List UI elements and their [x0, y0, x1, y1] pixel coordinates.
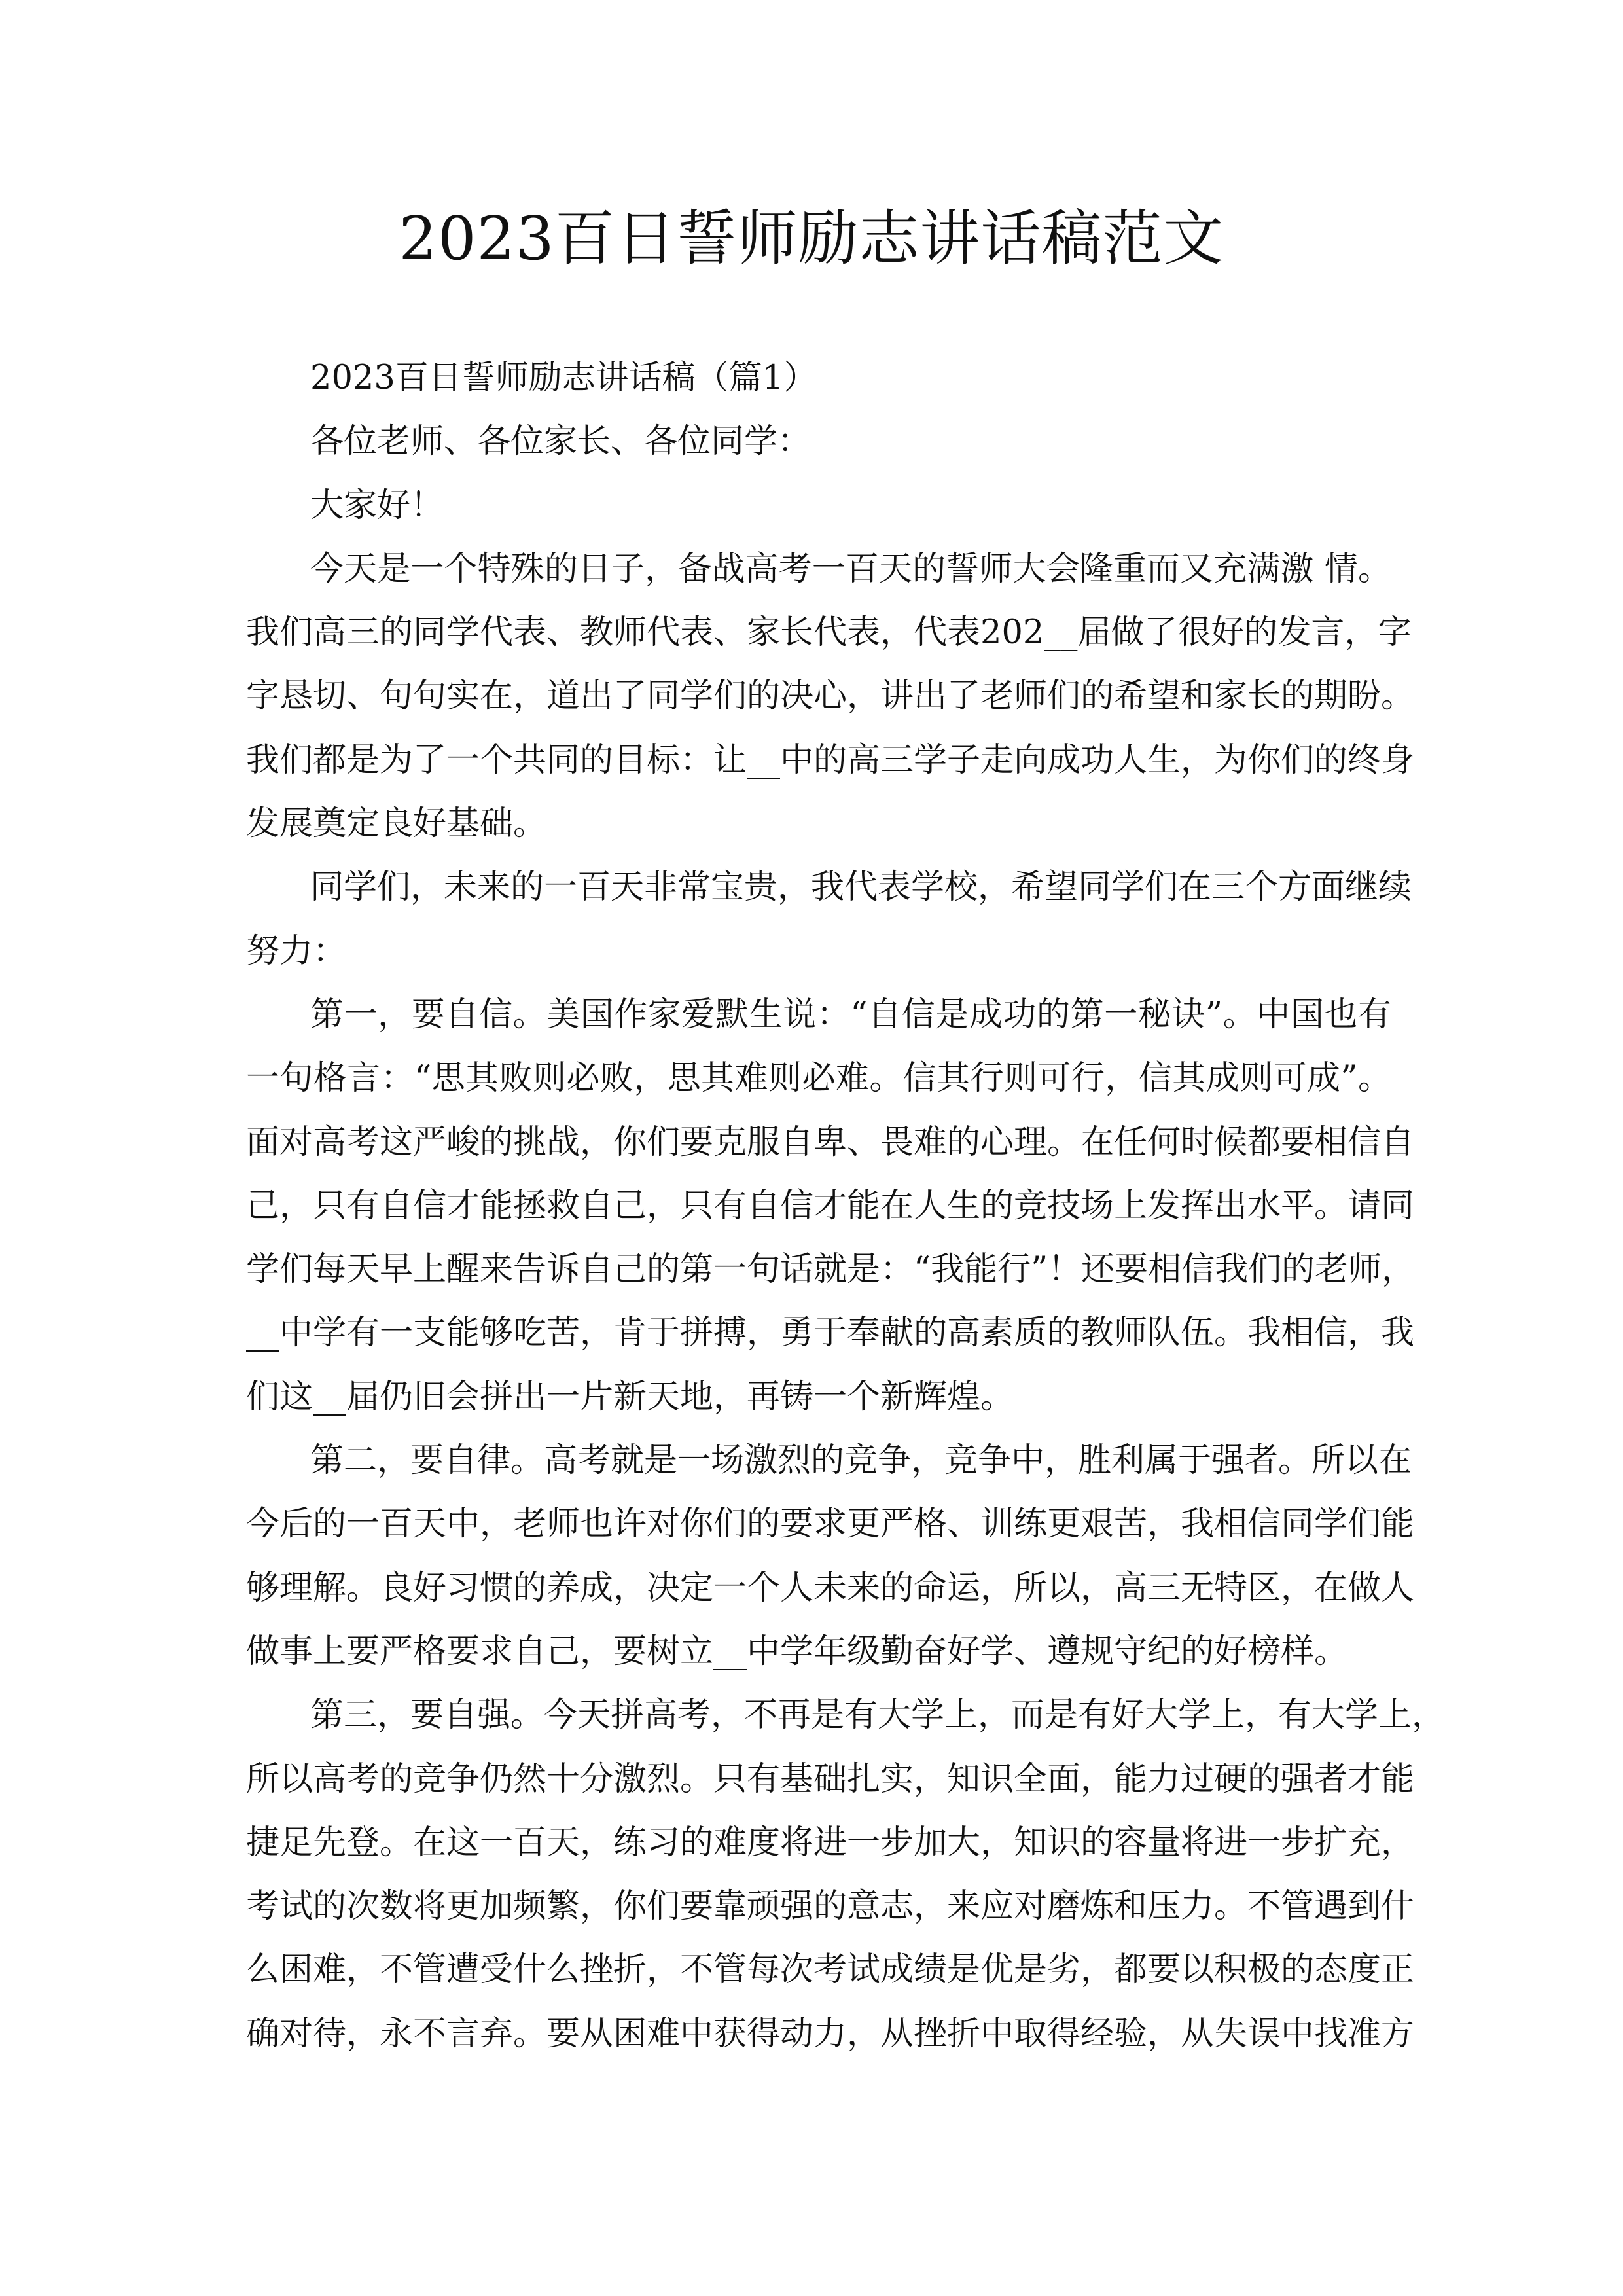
text-line: 努力： [246, 931, 347, 971]
text-line: __中学有一支能够吃苦，肯于拼搏，勇于奉献的高素质的教师队伍。我相信，我 [246, 1314, 1415, 1353]
document-body [246, 346, 1446, 2066]
text-line: 我们高三的同学代表、教师代表、家长代表，代表202__届做了很好的发言，字 [246, 613, 1412, 653]
text-line: 么困难，不管遭受什么挫折，不管每次考试成绩是优是劣，都要以积极的态度正 [246, 1950, 1415, 1990]
text-line: 今天是一个特殊的日子，备战高考一百天的誓师大会隆重而又充满激 情。 [310, 549, 1391, 588]
text-line: 面对高考这严峻的挑战，你们要克服自卑、畏难的心理。在任何时候都要相信自 [246, 1122, 1415, 1162]
text-line: 2023百日誓师励志讲话稿（篇1） [310, 359, 817, 397]
text-line: 今后的一百天中，老师也许对你们的要求更严格、训练更艰苦，我相信同学们能 [246, 1505, 1415, 1544]
text-line: 同学们，未来的一百天非常宝贵，我代表学校，希望同学们在三个方面继续 [310, 868, 1412, 907]
text-line: 考试的次数将更加频繁，你们要靠顽强的意志，来应对磨炼和压力。不管遇到什 [246, 1887, 1415, 1926]
text-line: 第二，要自律。高考就是一场激烈的竞争，竞争中，胜利属于强者。所以在 [310, 1441, 1412, 1480]
text-line: 己，只有自信才能拯救自己，只有自信才能在人生的竞技场上发挥出水平。请同 [246, 1186, 1415, 1225]
text-line: 字恳切、句句实在，道出了同学们的决心，讲出了老师们的希望和家长的期盼。 [246, 677, 1415, 716]
text-line: 发展奠定良好基础。 [246, 804, 547, 844]
document-title: 2023百日誓师励志讲话稿范文 [399, 204, 1224, 274]
text-line: 做事上要严格要求自己，要树立__中学年级勤奋好学、遵规守纪的好榜样。 [246, 1632, 1348, 1671]
text-line: 我们都是为了一个共同的目标：让__中的高三学子走向成功人生，为你们的终身 [246, 740, 1415, 780]
text-line: 够理解。良好习惯的养成，决定一个人未来的命运，所以，高三无特区，在做人 [246, 1568, 1415, 1607]
text-line: 学们每天早上醒来告诉自己的第一句话就是：“我能行”！还要相信我们的老师， [246, 1250, 1416, 1289]
text-line: 一句格言：“思其败则必败，思其难则必难。信其行则可行，信其成则可成”。 [246, 1059, 1391, 1098]
text-line: 各位老师、各位家长、各位同学： [310, 422, 812, 461]
text-line: 大家好！ [310, 486, 444, 525]
text-line: 第一，要自信。美国作家爱默生说：“自信是成功的第一秘诀”。中国也有 [310, 995, 1391, 1034]
text-line: 所以高考的竞争仍然十分激烈。只有基础扎实，知识全面，能力过硬的强者才能 [246, 1759, 1415, 1799]
text-line: 确对待，永不言弃。要从困难中获得动力，从挫折中取得经验，从失误中找准方 [246, 2014, 1415, 2053]
text-line: 们这__届仍旧会拼出一片新天地，再铸一个新辉煌。 [246, 1377, 1014, 1416]
text-line: 捷足先登。在这一百天，练习的难度将进一步加大，知识的容量将进一步扩充， [246, 1823, 1415, 1862]
text-line: 第三，要自强。今天拼高考，不再是有大学上，而是有好大学上，有大学上， [310, 1696, 1446, 1735]
